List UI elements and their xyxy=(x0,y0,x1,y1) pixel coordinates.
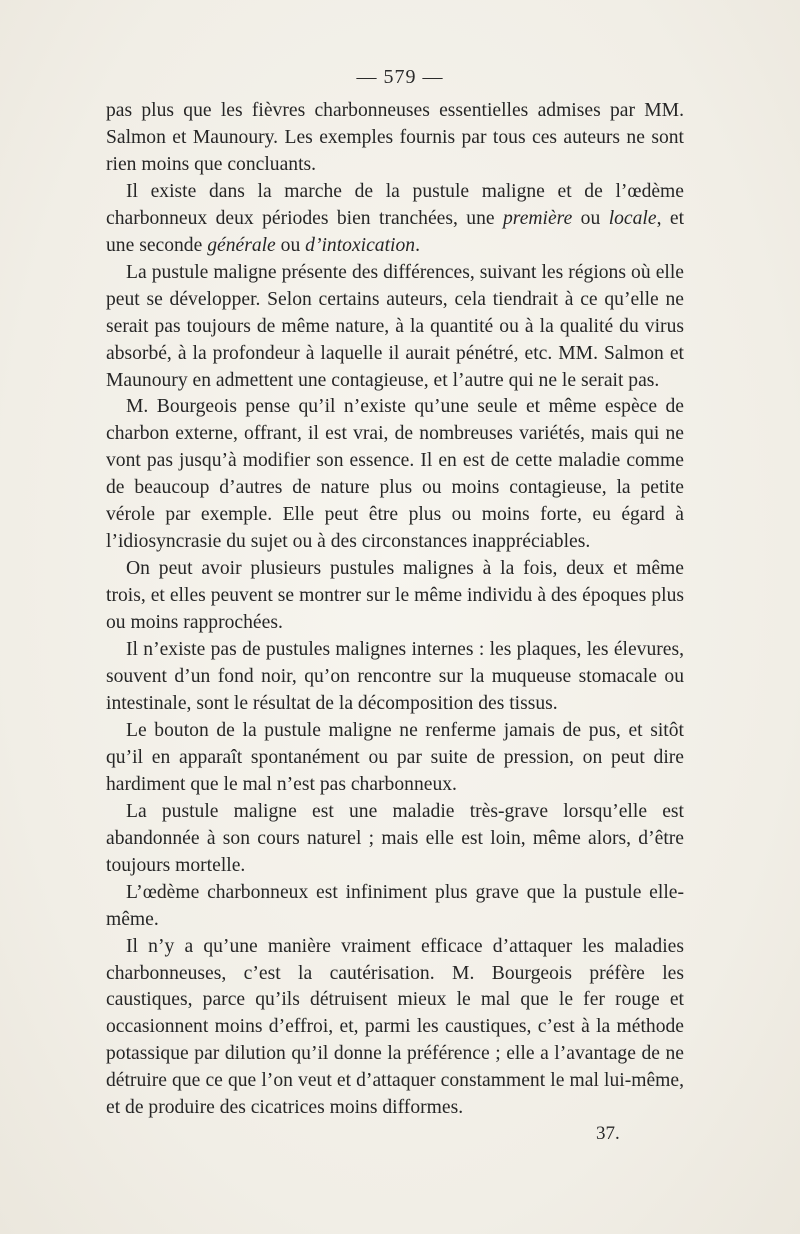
paragraph-2-connector: ou xyxy=(275,234,306,256)
paragraph-5: On peut avoir plusieurs pustules malignes à la fois, deux et même trois, et elles peuvent se montrer sur le même individu à des époques plus ou moins rapprochées. xyxy=(106,558,684,634)
paragraph-9: L’œdème charbonneux est infiniment plus grave que la pustule elle-même. xyxy=(106,881,684,930)
paragraph-1: pas plus que les fièvres charbonneuses essentielles admises par MM. Salmon et Maunoury. Les exemples fournis par tous ces auteurs ne sont rien moins que concluants. xyxy=(106,100,684,175)
paragraph-2-end: . xyxy=(415,234,420,256)
paragraph-2-connector: , et une seconde xyxy=(106,207,685,256)
paragraph-4: M. Bourgeois pense qu’il n’existe qu’une seule et même espèce de charbon externe, offrant, il est vrai, de nombreuses variétés, mais qui ne vont pas jusqu’à modifier son essence. Il en est de cette maladie comme de beaucoup d’autres de nature plus ou moins contagieuse, la petite vérole par exemple. Elle peut être plus ou moins forte, eu égard à l’idiosyncrasie du sujet ou à des circonstances inappréciables. xyxy=(106,396,684,553)
italic-premiere: première xyxy=(503,207,573,229)
paragraph-10: Il n’y a qu’une manière vraiment efficace d’attaquer les maladies charbonneuses, c’est la cautérisation. M. Bourgeois préfère les caustiques, parce qu’ils détruisent mieux le mal que le fer rouge et occasionnent moins d’effroi, et, parmi les caustiques, c’est à la méthode potassique par dilution qu’il donne la préférence ; elle a l’avantage de ne détruire que ce que l’on veut et d’attaquer constamment le mal lui-même, et de produire des cicatrices moins difformes. xyxy=(106,935,684,1119)
paragraph-2-text: Il existe dans la marche de la pustule maligne et de l’œdème charbonneux deux périodes bien tranchées, une xyxy=(106,180,684,229)
italic-locale: locale xyxy=(608,207,657,229)
paragraph-6: Il n’existe pas de pustules malignes internes : les plaques, les élevures, souvent d’un fond noir, qu’on rencontre sur la muqueuse stomacale ou intestinale, sont le résultat de la décomposition des tissus. xyxy=(106,639,684,714)
paragraph-3: La pustule maligne présente des différences, suivant les régions où elle peut se développer. Selon certains auteurs, cela tiendrait à ce qu’elle ne serait pas toujours de même nature, à la quantité ou à la qualité du virus absorbé, à la profondeur à laquelle il aurait pénétré, etc. MM. Salmon et Maunoury en admettent une contagieuse, et l’autre qui ne le serait pas. xyxy=(106,261,684,391)
body-text xyxy=(106,98,684,1122)
signature-mark: 37. xyxy=(596,1123,620,1144)
paragraph-7: Le bouton de la pustule maligne ne renferme jamais de pus, et sitôt qu’il en apparaît spontanément ou par suite de pression, on peut dire hardiment que le mal n’est pas charbonneux. xyxy=(106,719,684,795)
italic-intoxication: d’intoxication xyxy=(305,234,416,256)
paragraph-2 xyxy=(106,179,684,260)
paragraph-8: La pustule maligne est une maladie très-grave lorsqu’elle est abandonnée à son cours naturel ; mais elle est loin, même alors, d’être toujours mortelle. xyxy=(106,800,684,876)
italic-generale: générale xyxy=(207,234,276,256)
paragraph-2-connector: ou xyxy=(572,207,609,229)
page-number: — 579 — xyxy=(356,66,444,88)
